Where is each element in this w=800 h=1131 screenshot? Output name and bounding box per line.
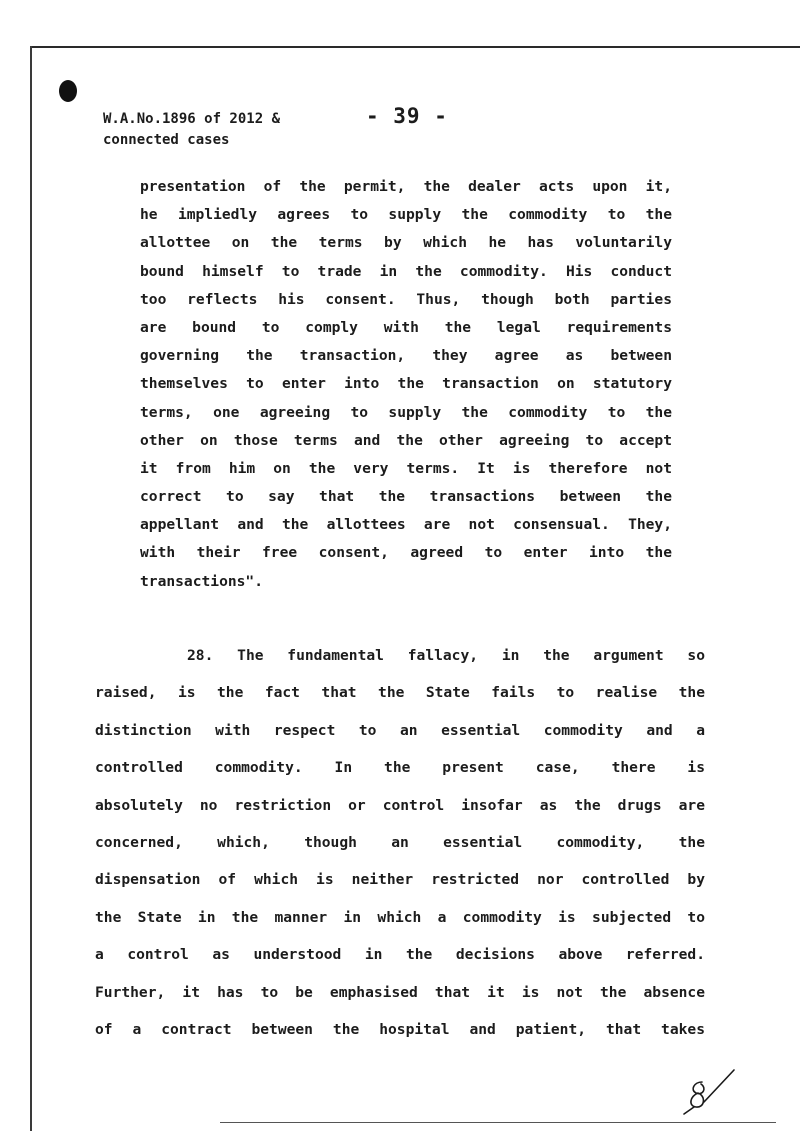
quote-line: allottee on the terms by which he has voluntarily [140, 234, 672, 252]
quoted-passage [140, 173, 672, 596]
scan-border-top [30, 46, 800, 48]
paragraph-line: raised, is the fact that the State fails to realise the [95, 684, 705, 702]
page-number: - 39 - [366, 104, 448, 128]
quote-line: too reflects his consent. Thus, though both parties [140, 290, 672, 308]
paragraph-line: the State in the manner in which a commodity is subjected to [95, 908, 705, 926]
quote-line: terms, one agreeing to supply the commodity to the [140, 403, 672, 421]
paragraph-line: distinction with respect to an essential commodity and a [95, 721, 705, 739]
quote-line: correct to say that the transactions between the [140, 488, 672, 506]
quote-line: presentation of the permit, the dealer acts upon it, [140, 178, 672, 195]
quote-line: governing the transaction, they agree as between [140, 347, 672, 365]
quote-line: themselves to enter into the transaction on statutory [140, 375, 672, 393]
paragraph-line: 28. The fundamental fallacy, in the argument so [187, 647, 705, 664]
paragraph-line: concerned, which, though an essential commodity, the [95, 833, 705, 851]
paragraph-line: absolutely no restriction or control insofar as the drugs are [95, 796, 705, 814]
quote-line: transactions". [140, 572, 264, 590]
signature-initials [676, 1066, 736, 1116]
paragraph-line: dispensation of which is neither restricted nor controlled by [95, 871, 705, 889]
punch-hole-mark [59, 80, 77, 102]
quote-line: he impliedly agrees to supply the commodity to the [140, 206, 672, 224]
quote-line: other on those terms and the other agreeing to accept [140, 431, 672, 449]
paragraph-28 [95, 637, 705, 1048]
quote-line: it from him on the very terms. It is therefore not [140, 459, 672, 477]
paragraph-line: controlled commodity. In the present case, there is [95, 759, 705, 777]
paragraph-line: of a contract between the hospital and patient, that takes [95, 1020, 705, 1038]
quote-line: bound himself to trade in the commodity. His conduct [140, 262, 672, 280]
case-reference: W.A.No.1896 of 2012 & connected cases [103, 111, 281, 148]
quote-line: are bound to comply with the legal requirements [140, 318, 672, 336]
scan-border-left [30, 46, 32, 1131]
paragraph-line: Further, it has to be emphasised that it is not the absence [95, 983, 705, 1001]
quote-line: with their free consent, agreed to enter into the [140, 544, 672, 562]
paragraph-line: a control as understood in the decisions above referred. [95, 946, 705, 964]
scan-border-bottom [220, 1122, 776, 1123]
quote-line: appellant and the allottees are not consensual. They, [140, 516, 672, 534]
